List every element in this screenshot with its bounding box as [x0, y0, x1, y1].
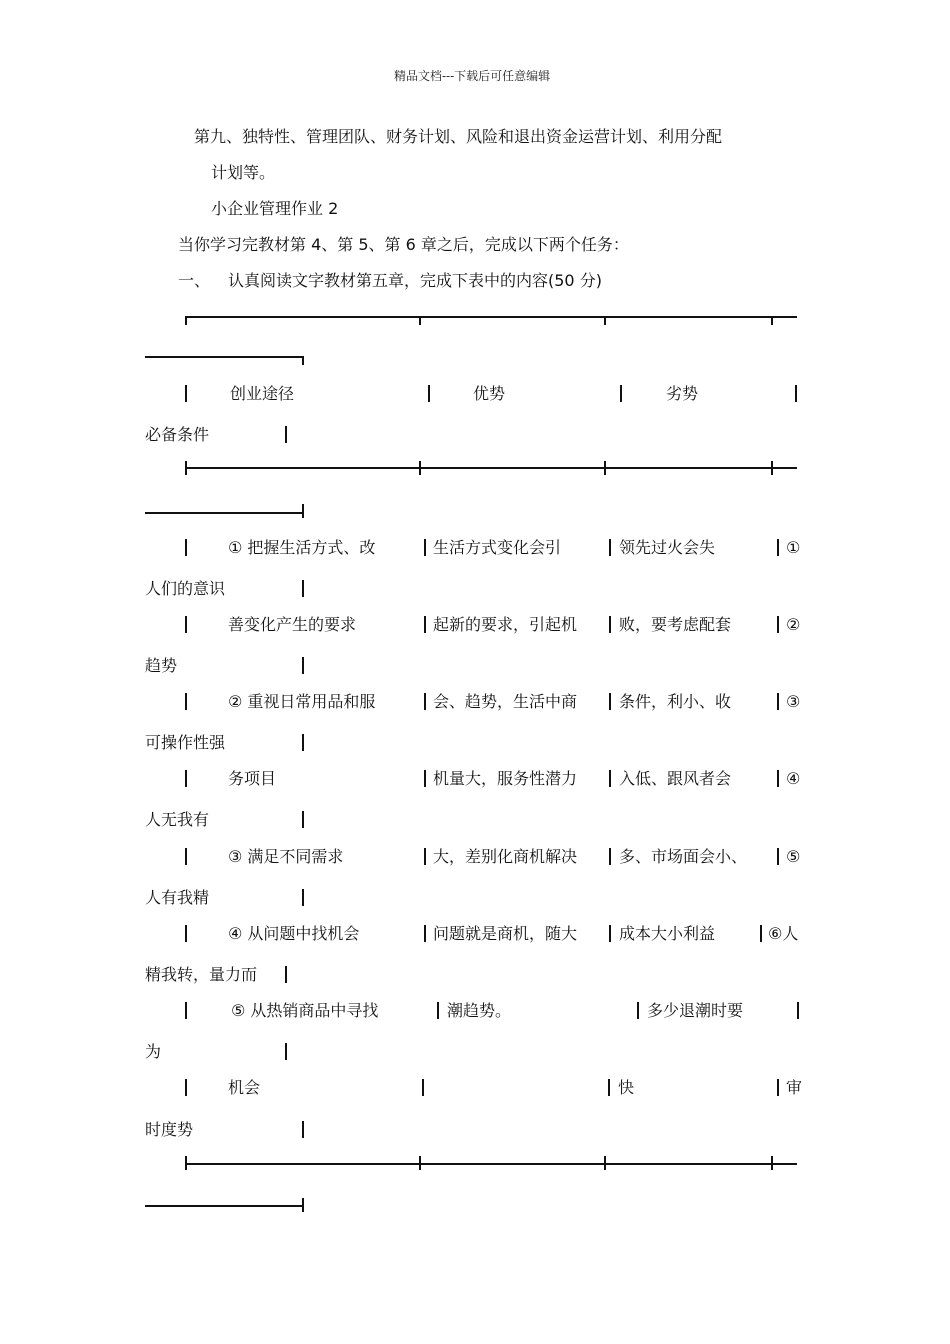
page-header: 精品文档---下载后可任意编辑: [394, 69, 551, 83]
row-cell-advantage: 机量大，服务性潜力: [433, 769, 578, 788]
task-text: 认真阅读文字教材第五章，完成下表中的内容(50 分): [228, 271, 602, 290]
row-cell-requirement: ②: [786, 615, 801, 634]
task-number: 一、: [178, 271, 211, 290]
row-cell-requirement-cont: 人有我精: [145, 888, 210, 907]
row-cell-requirement: ⑥人: [768, 924, 799, 943]
row-cell-requirement: ④: [786, 769, 801, 788]
row-cell-disadvantage: 入低、跟风者会: [619, 769, 732, 788]
header-disadvantage: 劣势: [666, 384, 699, 403]
row-cell-advantage: 起新的要求，引起机: [433, 615, 578, 634]
row-cell-advantage: 生活方式变化会引: [433, 538, 562, 557]
row-cell-advantage: 大，差别化商机解决: [433, 847, 578, 866]
row-cell-requirement-cont: 趋势: [145, 656, 178, 675]
row-cell-route: 务项目: [228, 769, 277, 788]
row-cell-advantage: 潮趋势。: [447, 1001, 512, 1020]
row-cell-route: 机会: [228, 1078, 261, 1097]
row-cell-requirement-cont: 精我转，量力而: [145, 965, 258, 984]
instruction-text: 当你学习完教材第 4、第 5、第 6 章之后，完成以下两个任务：: [178, 235, 629, 254]
row-cell-route: ② 重视日常用品和服: [228, 692, 376, 711]
intro-line-2: 计划等。: [211, 163, 276, 182]
row-cell-disadvantage: 领先过火会失: [619, 538, 716, 557]
row-cell-advantage: 问题就是商机，随大: [433, 924, 578, 943]
row-cell-requirement-cont: 人无我有: [145, 810, 210, 829]
row-cell-requirement: ③: [786, 692, 801, 711]
row-cell-requirement: ①: [786, 538, 801, 557]
intro-line-1: 第九、独特性、管理团队、财务计划、风险和退出资金运营计划、利用分配: [194, 127, 723, 146]
row-cell-route: 善变化产生的要求: [228, 615, 357, 634]
row-cell-requirement-cont: 人们的意识: [145, 579, 226, 598]
row-cell-requirement: ⑤: [786, 847, 801, 866]
row-cell-route: ⑤ 从热销商品中寻找: [231, 1001, 379, 1020]
header-requirement: 必备条件: [145, 425, 210, 444]
row-cell-disadvantage: 成本大小利益: [619, 924, 716, 943]
row-cell-requirement-cont: 为: [145, 1042, 162, 1061]
row-cell-disadvantage: 快: [618, 1078, 635, 1097]
header-route: 创业途径: [230, 384, 295, 403]
row-cell-route: ④ 从问题中找机会: [228, 924, 360, 943]
row-cell-requirement: 审: [786, 1078, 803, 1097]
row-cell-disadvantage: 条件，利小、收: [619, 692, 732, 711]
row-cell-requirement-cont: 可操作性强: [145, 733, 226, 752]
row-cell-route: ① 把握生活方式、改: [228, 538, 376, 557]
row-cell-route: ③ 满足不同需求: [228, 847, 344, 866]
row-cell-disadvantage: 败，要考虑配套: [619, 615, 732, 634]
header-advantage: 优势: [473, 384, 506, 403]
row-cell-advantage: 会、趋势，生活中商: [433, 692, 578, 711]
assignment-title: 小企业管理作业 2: [211, 199, 339, 218]
row-cell-requirement-cont: 时度势: [145, 1120, 194, 1139]
row-cell-disadvantage: 多、市场面会小、: [619, 847, 748, 866]
row-cell-disadvantage: 多少退潮时要: [647, 1001, 744, 1020]
